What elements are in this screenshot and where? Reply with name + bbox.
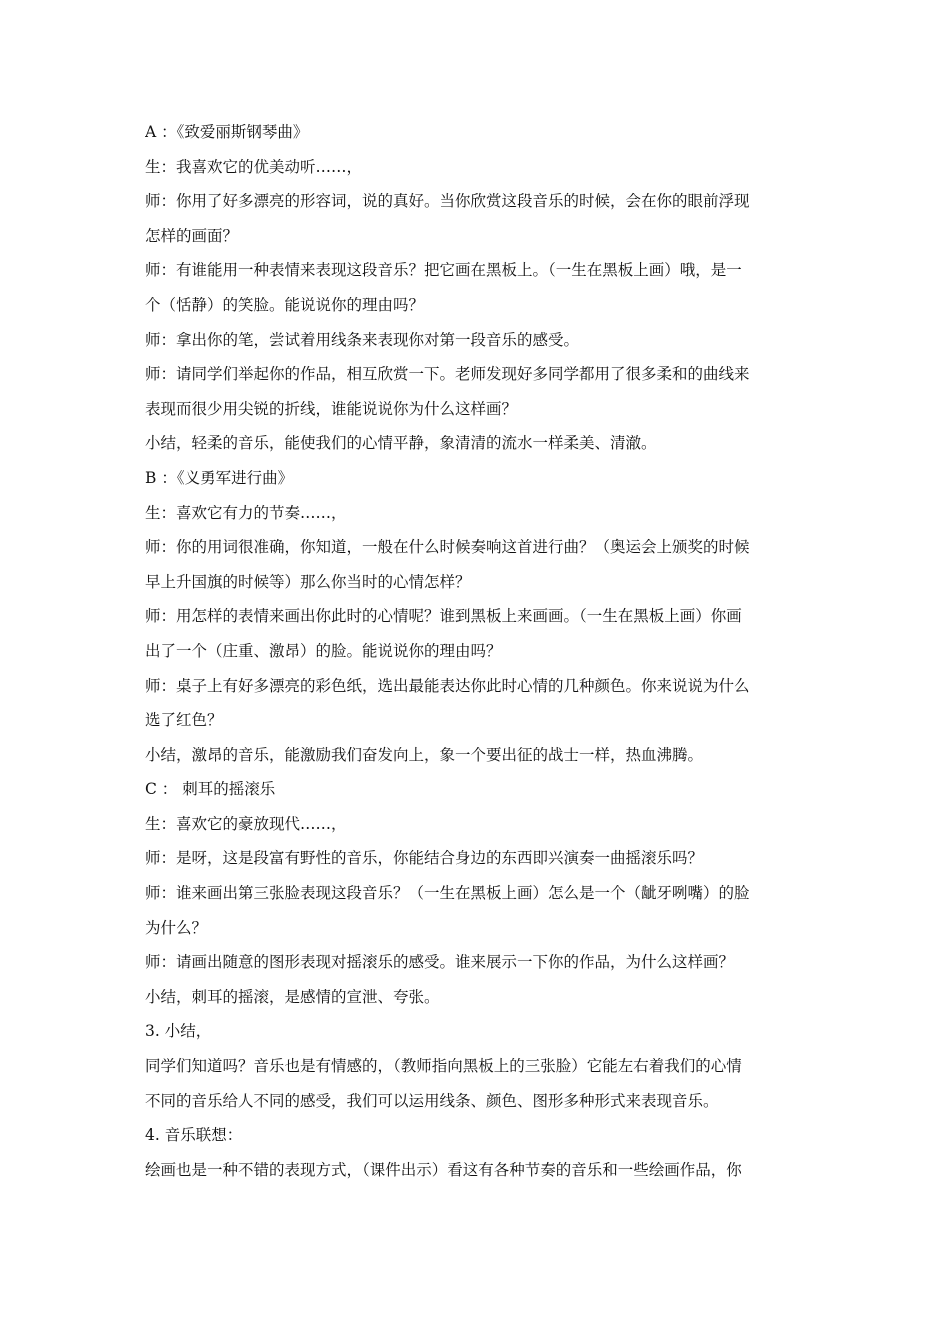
summary-line: 小结，轻柔的音乐，能使我们的心情平静，象清清的流水一样柔美、清澈。 xyxy=(145,434,657,453)
paragraph-line: 绘画也是一种不错的表现方式，（课件出示）看这有各种节奏的音乐和一些绘画作品，你 xyxy=(145,1160,742,1179)
student-reply: 生：我喜欢它的优美动听……， xyxy=(145,157,363,176)
paragraph-line: 同学们知道吗？音乐也是有情感的，（教师指向黑板上的三张脸）它能左右着我们的心情 xyxy=(145,1057,742,1076)
teacher-line: 师：拿出你的笔，尝试着用线条来表现你对第一段音乐的感受。 xyxy=(145,330,580,349)
teacher-line: 师：有谁能用一种表情来表现这段音乐？把它画在黑板上。（一生在黑板上画）哦，是一 xyxy=(145,261,742,280)
teacher-line: 师：请同学们举起你的作品，相互欣赏一下。老师发现好多同学都用了很多柔和的曲线来 xyxy=(145,365,750,384)
teacher-line: 师：你的用词很准确，你知道，一般在什么时候奏响这首进行曲？（奥运会上颁奖的时候 xyxy=(145,538,750,557)
teacher-line: 师：谁来画出第三张脸表现这段音乐？（一生在黑板上画）怎么是一个（龇牙咧嘴）的脸 xyxy=(145,884,750,903)
teacher-line-cont: 怎样的画面？ xyxy=(145,226,239,245)
teacher-line: 师：请画出随意的图形表现对摇滚乐的感受。谁来展示一下你的作品，为什么这样画？ xyxy=(145,953,735,972)
section-b-heading: B ：《义勇军进行曲》 xyxy=(145,468,294,487)
teacher-line-cont: 出了一个（庄重、激昂）的脸。能说说你的理由吗？ xyxy=(145,641,502,660)
teacher-line-cont: 个（恬静）的笑脸。能说说你的理由吗？ xyxy=(145,295,425,314)
teacher-line: 师：桌子上有好多漂亮的彩色纸，选出最能表达你此时心情的几种颜色。你来说说为什么 xyxy=(145,676,750,695)
document-page xyxy=(145,115,815,1187)
step-4-heading: 4. 音乐联想： xyxy=(145,1126,243,1145)
section-c-heading: C ： 刺耳的摇滚乐 xyxy=(145,780,276,799)
teacher-line: 师：用怎样的表情来画出你此时的心情呢？谁到黑板上来画画。（一生在黑板上画）你画 xyxy=(145,607,742,626)
teacher-line: 师：是呀，这是段富有野性的音乐，你能结合身边的东西即兴演奏一曲摇滚乐吗？ xyxy=(145,849,704,868)
teacher-line-cont: 选了红色？ xyxy=(145,711,223,730)
student-reply: 生：喜欢它有力的节奏……， xyxy=(145,503,347,522)
teacher-line-cont: 早上升国旗的时候等）那么你当时的心情怎样？ xyxy=(145,572,471,591)
step-3-heading: 3. 小结， xyxy=(145,1022,212,1041)
paragraph-line: 不同的音乐给人不同的感受，我们可以运用线条、颜色、图形多种形式来表现音乐。 xyxy=(145,1091,719,1110)
section-a-heading: A ：《致爱丽斯钢琴曲》 xyxy=(145,123,309,141)
summary-line: 小结，激昂的音乐，能激励我们奋发向上，象一个要出征的战士一样，热血沸腾。 xyxy=(145,745,704,764)
teacher-line: 师：你用了好多漂亮的形容词，说的真好。当你欣赏这段音乐的时候，会在你的眼前浮现 xyxy=(145,192,750,211)
student-reply: 生：喜欢它的豪放现代……， xyxy=(145,814,347,833)
teacher-line-cont: 表现而很少用尖锐的折线，谁能说说你为什么这样画？ xyxy=(145,399,518,418)
teacher-line-cont: 为什么？ xyxy=(145,918,208,937)
summary-line: 小结，刺耳的摇滚，是感情的宣泄、夸张。 xyxy=(145,987,440,1006)
